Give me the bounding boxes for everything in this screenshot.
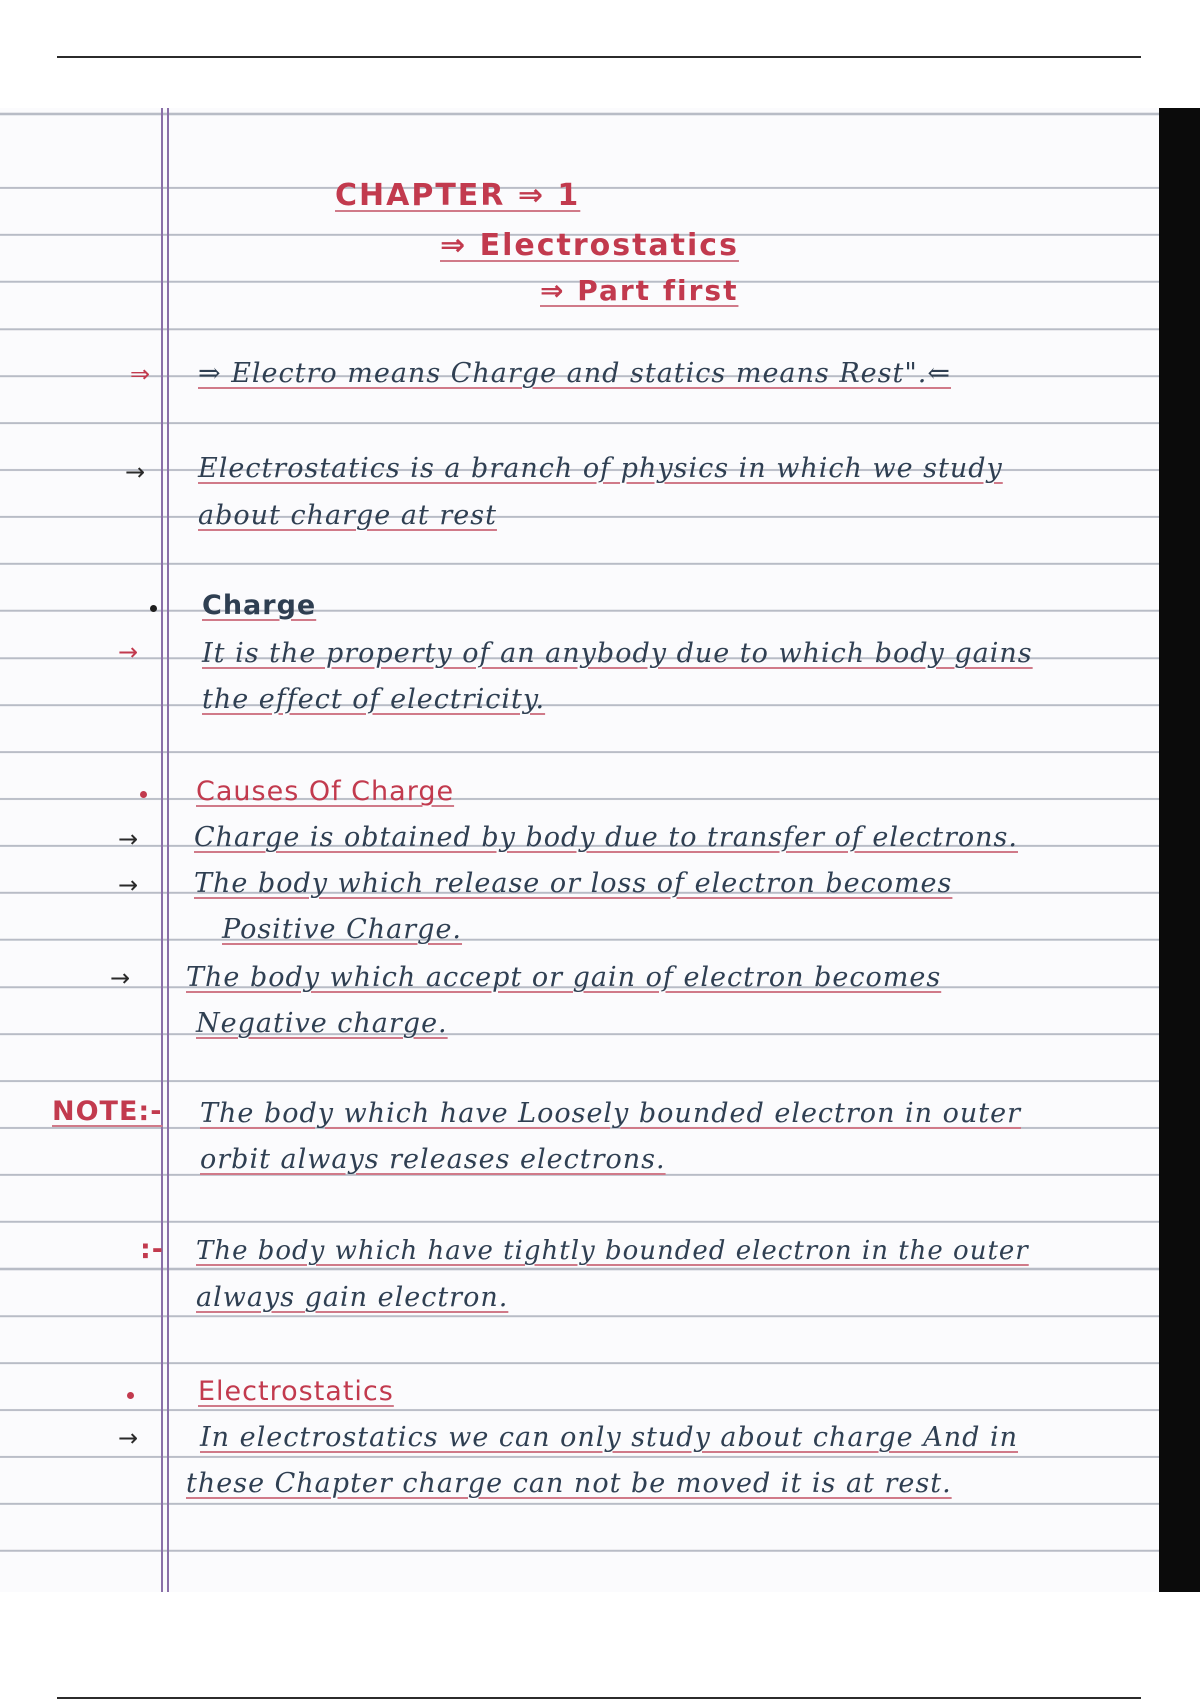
margin-line-left <box>161 108 163 1592</box>
arrow-right-icon: → <box>118 638 139 666</box>
electrostatics-line-2: these Chapter charge can not be moved it is at rest. <box>186 1468 952 1499</box>
chapter-title: CHAPTER ⇒ 1 <box>335 178 581 213</box>
part-title: ⇒ Part first <box>540 274 739 307</box>
note-point-1-line-2: orbit always releases electrons. <box>200 1144 666 1175</box>
electro-meaning-quote: ⇒ Electro means Charge and statics means Rest".⇐ <box>198 358 951 389</box>
subject-title: ⇒ Electrostatics <box>440 228 739 263</box>
arrow-right-icon: → <box>110 964 131 992</box>
note-label: NOTE:- <box>52 1096 163 1127</box>
definition-line-1: Electrostatics is a branch of physics in which we study <box>198 453 1003 484</box>
definition-line-2: about charge at rest <box>198 500 497 531</box>
causes-point-3-line-1: The body which accept or gain of electron becomes <box>186 962 942 993</box>
margin-line-right <box>167 108 169 1592</box>
arrow-right-icon: → <box>118 871 139 899</box>
causes-point-3-line-2: Negative charge. <box>196 1008 448 1039</box>
note-point-2-marker: :- <box>140 1234 165 1265</box>
bullet-dot-icon <box>150 605 157 612</box>
electrostatics-line-1: In electrostatics we can only study about charge And in <box>200 1422 1019 1453</box>
note-point-2-line-1: The body which have tightly bounded electron in the outer <box>196 1236 1029 1266</box>
bullet-dot-icon <box>127 1392 134 1399</box>
arrow-right-icon: → <box>125 458 146 486</box>
causes-point-2-line-1: The body which release or loss of electron becomes <box>194 868 953 899</box>
page-bottom-rule <box>57 1697 1141 1699</box>
note-point-2-line-2: always gain electron. <box>196 1282 509 1313</box>
scan-edge-bar <box>1159 108 1200 1592</box>
bullet-dot-icon <box>140 791 147 798</box>
charge-heading: Charge <box>202 590 317 621</box>
electrostatics-heading: Electrostatics <box>198 1376 394 1407</box>
double-arrow-icon: ⇒ <box>130 360 151 388</box>
page-top-rule <box>57 56 1141 58</box>
note-point-1-line-1: The body which have Loosely bounded electron in outer <box>200 1098 1022 1129</box>
arrow-right-icon: → <box>118 825 139 853</box>
causes-heading: Causes Of Charge <box>196 776 455 807</box>
notebook-page <box>0 108 1200 1592</box>
causes-point-2-line-2: Positive Charge. <box>222 914 463 945</box>
arrow-right-icon: → <box>118 1424 139 1452</box>
causes-point-1: Charge is obtained by body due to transfer of electrons. <box>194 822 1018 853</box>
charge-line-1: It is the property of an anybody due to which body gains <box>202 638 1033 669</box>
charge-line-2: the effect of electricity. <box>202 684 546 715</box>
